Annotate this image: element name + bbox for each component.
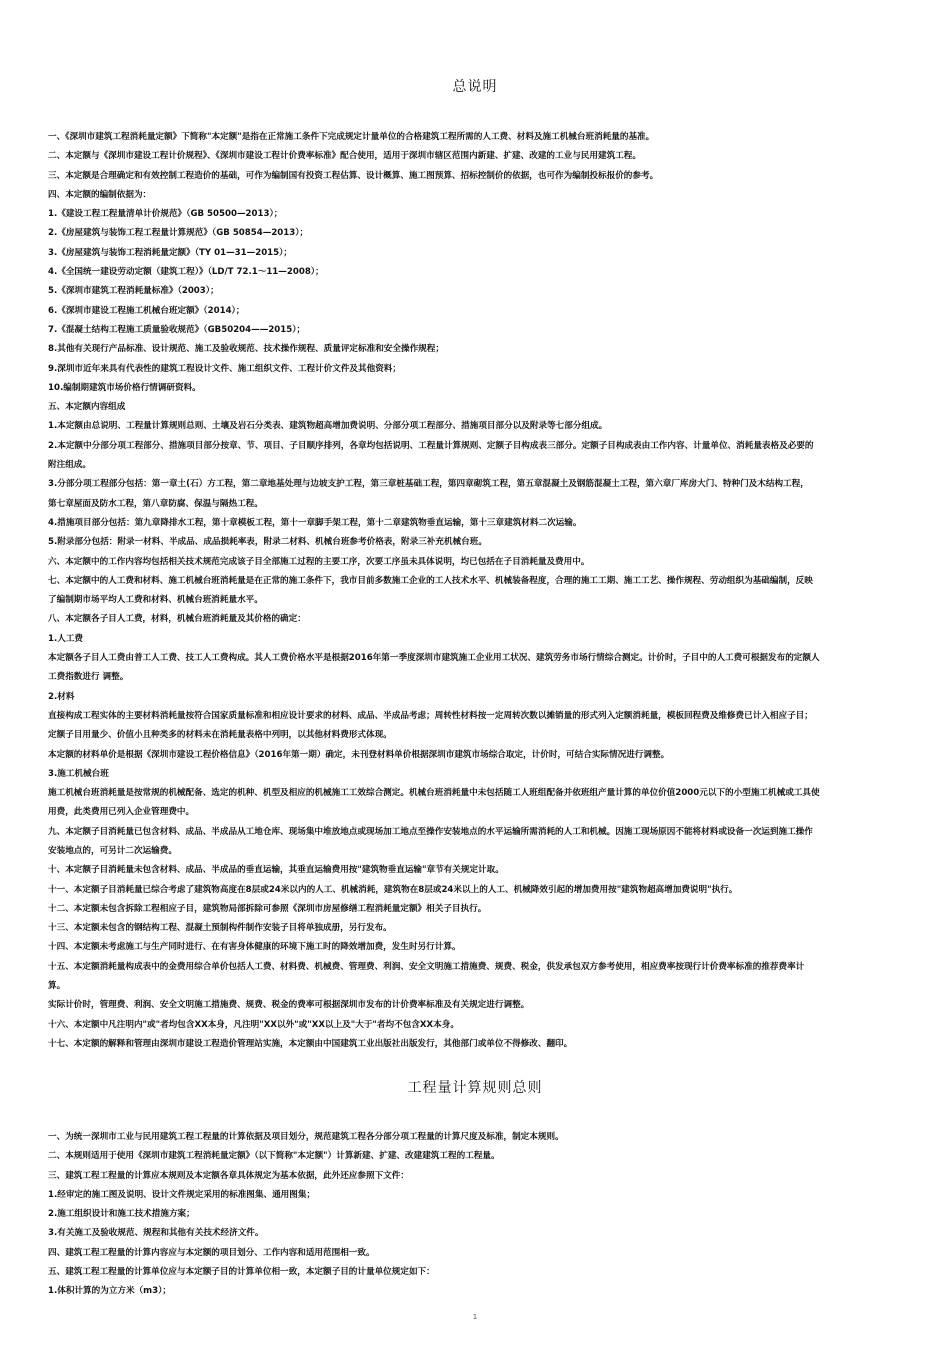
paragraph-line: 4.《全国统一建设劳动定额（建筑工程）》（LD/T 72.1～11—2008）； (48, 267, 324, 278)
paragraph-line: 5.附录部分包括：附录一材料、半成品、成品损耗率表，附录二材料、机械台班参考价格表，附录三补充机械台班。 (48, 537, 487, 548)
page-number: 1 (472, 1313, 478, 1321)
paragraph-line: 1.《建设工程工程量清单计价规范》（GB 50500—2013）； (48, 209, 283, 220)
paragraph-line: 七、本定额中的人工费和材料、施工机械台班消耗量是在正常的施工条件下，我市目前多数施工企业的工人技术水平、机械装备程度，合理的施工工期、施工工艺、操作规程、劳动组织为基础编制，反映 (48, 575, 813, 586)
quantity-rules-body (48, 1128, 902, 1302)
paragraph-line: 了编制期市场平均人工费和材料、机械台班消耗量水平。 (48, 595, 263, 606)
paragraph-line: 4.措施项目部分包括：第九章降排水工程，第十章模板工程，第十一章脚手架工程，第十二章建筑物垂直运输，第十三章建筑材料二次运输。 (48, 517, 582, 528)
paragraph-line: 十、本定额子目消耗量未包含材料、成品、半成品的垂直运输，其垂直运输费用按"建筑物垂直运输"章节有关规定计取。 (48, 865, 504, 876)
paragraph-line: 2.材料 (48, 691, 75, 702)
paragraph-line: 六、本定额中的工作内容均包括相关技术规范完成该子目全部施工过程的主要工序，次要工序虽未具体说明，均已包括在子目消耗量及费用中。 (48, 556, 590, 567)
paragraph-line: 十六、本定额中凡注明内"或"者均包含XX本身，凡注明"XX以外"或"XX以上及"大于"者均不包含XX本身。 (48, 1019, 459, 1030)
paragraph-line: 9.深圳市近年来具有代表性的建筑工程设计文件、施工组织文件、工程计价文件及其他资料； (48, 363, 401, 374)
paragraph-line: 5.《深圳市建筑工程消耗量标准》（2003）； (48, 286, 219, 297)
paragraph-line: 7.《混凝土结构工程施工质量验收规范》（GB50204——2015）； (48, 324, 306, 335)
paragraph-line: 四、建筑工程工程量的计算内容应与本定额的项目划分、工作内容和适用范围相一致。 (48, 1247, 375, 1258)
paragraph-line: 十一、本定额子目消耗量已综合考虑了建筑物高度在8层或24米以内的人工、机械消耗，建筑物在8层或24米以上的人工、机械降效引起的增加费用按"建筑物超高增加费说明"执行。 (48, 884, 738, 895)
paragraph-line: 本定额各子目人工费由普工人工费、技工人工费构成。其人工费价格水平是根据2016年第一季度深圳市建筑施工企业用工状况、建筑劳务市场行情综合测定。计价时，子目中的人工费可根据发布的定额人 (48, 653, 820, 664)
paragraph-line: 二、本定额与《深圳市建设工程计价规程》、《深圳市建设工程计价费率标准》配合使用，适用于深圳市辖区范围内新建、扩建、改建的工业与民用建筑工程。 (48, 151, 641, 162)
paragraph-line: 定额子目用量少、价值小且种类多的材料未在消耗量表格中列明，以其他材料费形式体现。 (48, 730, 392, 741)
paragraph-line: 3.施工机械台班 (48, 768, 109, 779)
paragraph-line: 四、本定额的编制依据为： (48, 189, 152, 200)
paragraph-line: 3.分部分项工程部分包括：第一章土(石）方工程，第二章地基处理与边坡支护工程，第三章桩基础工程，第四章砌筑工程，第五章混凝土及钢筋混凝土工程，第六章厂库房大门、特种门及木结构工程， (48, 479, 809, 490)
paragraph-line: 安装地点的，可另计二次运输费。 (48, 845, 177, 856)
paragraph-line: 1.本定额由总说明、工程量计算规则总则、土壤及岩石分类表、建筑物超高增加费说明、分部分项工程部分、措施项目部分以及附录等七部分组成。 (48, 421, 608, 432)
paragraph-line: 8.其他有关现行产品标准、设计规范、施工及验收规范、技术操作规程、质量评定标准和安全操作规程； (48, 344, 444, 355)
paragraph-line: 十五、本定额消耗量构成表中的金费用综合单价包括人工费、材料费、机械费、管理费、利润、安全文明施工措施费、规费、税金，供发承包双方参考使用，相应费率按现行计价费率标准的推荐费率计 (48, 961, 805, 972)
paragraph-line: 五、建筑工程工程量的计算单位应与本定额子目的计算单位相一致，本定额子目的计量单位规定如下： (48, 1267, 435, 1278)
paragraph-line: 用费，此类费用已列入企业管理费中。 (48, 807, 195, 818)
section-title-quantity-rules: 工程量计算规则总则 (407, 1080, 543, 1096)
paragraph-line: 实际计价时，管理费、利润、安全文明施工措施费、规费、税金的费率可根据深圳市发布的计价费率标准及有关规定进行调整。 (48, 1000, 530, 1011)
paragraph-line: 2.《房屋建筑与装饰工程工程量计算规范》（GB 50854—2013）； (48, 228, 309, 239)
paragraph-line: 工费指数进行 调整。 (48, 672, 129, 683)
paragraph-line: 直接构成工程实体的主要材料消耗量按符合国家质量标准和相应设计要求的材料、成品、半成品考虑；周转性材料按一定周转次数以摊销量的形式列入定额消耗量，模板回程费及维修费已计入相应子目； (48, 710, 813, 721)
paragraph-line: 十四、本定额未考虑施工与生产同时进行、在有害身体健康的环境下施工时的降效增加费，发生时另行计算。 (48, 942, 461, 953)
paragraph-line: 2.本定额中分部分项工程部分、措施项目部分按章、节、项目、子目顺序排列，各章均包括说明、工程量计算规则、定额子目构成表三部分。定额子目构成表由工作内容、计量单位、消耗量表格及必要的 (48, 440, 814, 451)
paragraph-line: 八、本定额各子目人工费，材料，机械台班消耗量及其价格的确定： (48, 614, 306, 625)
paragraph-line: 五、本定额内容组成 (48, 402, 126, 413)
paragraph-line: 施工机械台班消耗量是按常规的机械配备、选定的机种、机型及相应的机械施工工效综合测定。机械台班消耗量中未包括随工人班组配备并依班组产量计算的单位价值2000元以下的小型施工机械或工具使 (48, 788, 820, 799)
paragraph-line: 三、本定额是合理确定和有效控制工程造价的基础，可作为编制国有投资工程估算、设计概算、施工图预算、招标控制价的依据，也可作为编制投标报价的参考。 (48, 170, 659, 181)
paragraph-line: 一、《深圳市建筑工程消耗量定额》下简称"本定额"是指在正常施工条件下完成规定计量单位的合格建筑工程所需的人工费、材料及施工机械台班消耗量的基准。 (48, 132, 655, 142)
paragraph-line: 本定额的材料单价是根据《深圳市建设工程价格信息》（2016年第一期）确定，未刊登材料单价根据深圳市建筑市场综合取定，计价时，可结合实际情况进行调整。 (48, 749, 670, 760)
paragraph-line: 10.编制期建筑市场价格行情调研资料。 (48, 382, 201, 393)
paragraph-line: 十七、本定额的解释和管理由深圳市建设工程造价管理站实施，本定额由中国建筑工业出版社出版发行，其他部门或单位不得修改、翻印。 (48, 1038, 573, 1049)
paragraph-line: 附注组成。 (48, 460, 91, 471)
paragraph-line: 十二、本定额未包含拆除工程相应子目，建筑物局部拆除可参照《深圳市房屋修缮工程消耗量定额》相关子目执行。 (48, 903, 487, 914)
section-title-general-notes: 总说明 (452, 79, 498, 95)
general-notes-body (48, 128, 902, 1054)
paragraph-line: 九、本定额子目消耗量已包含材料、成品、半成品从工地仓库、现场集中堆放地点或现场加工地点至操作安装地点的水平运输所需消耗的人工和机械。因施工现场原因不能将材料或设备一次运到施工操作 (48, 826, 813, 837)
paragraph-line: 6.《深圳市建设工程施工机械台班定额》（2014）； (48, 305, 245, 316)
paragraph-line: 十三、本定额未包含的钢结构工程、混凝土预制构件制作安装子目将单独成册，另行发布。 (48, 923, 392, 934)
paragraph-line: 三、建筑工程工程量的计算应本规则及本定额各章具体规定为基本依据，此外还应参照下文件： (48, 1170, 409, 1181)
paragraph-line: 1.人工费 (48, 633, 84, 644)
paragraph-line: 一、为统一深圳市工业与民用建筑工程工程量的计算依据及项目划分，规范建筑工程各分部分项工程量的计算尺度及标准，制定本规则。 (48, 1132, 564, 1142)
paragraph-line: 3.《房屋建筑与装饰工程消耗量定额》（TY 01—31—2015）； (48, 247, 293, 258)
paragraph-line: 2.施工组织设计和施工技术措施方案； (48, 1209, 195, 1220)
paragraph-line: 3.有关施工及验收规范、规程和其他有关技术经济文件。 (48, 1228, 264, 1239)
paragraph-line: 第七章屋面及防水工程，第八章防腐、保温与隔热工程。 (48, 498, 263, 509)
paragraph-line: 1.经审定的施工图及说明、设计文件规定采用的标准图集、通用图集； (48, 1189, 316, 1200)
paragraph-line: 1.体积计算的为立方米（m3）； (48, 1286, 172, 1297)
paragraph-line: 算。 (48, 981, 66, 992)
paragraph-line: 二、本规则适用于使用《深圳市建筑工程消耗量定额》（以下简称"本定额"）计算新建、扩建、改建建筑工程的工程量。 (48, 1151, 500, 1162)
